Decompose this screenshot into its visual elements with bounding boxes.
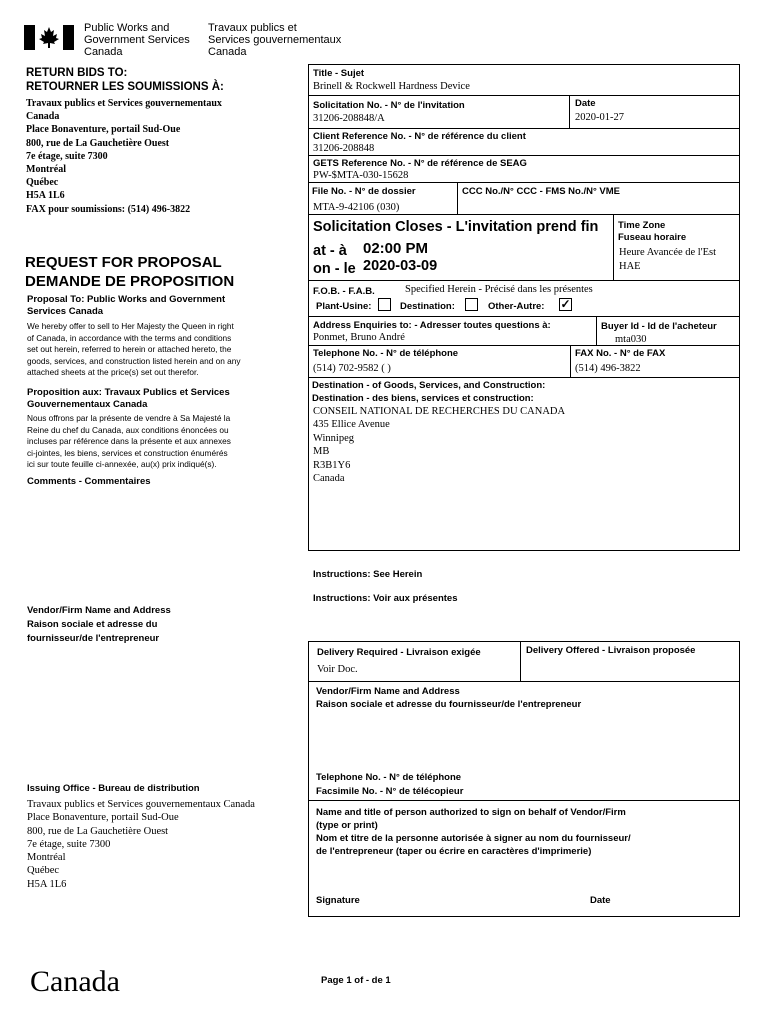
gets-value: PW-$MTA-030-15628: [313, 170, 409, 181]
closes-title: Solicitation Closes - L'invitation prend fin: [313, 219, 599, 235]
client-ref-label: Client Reference No. - N° de référence du client: [313, 131, 526, 142]
proposition-text: Nous offrons par la présente de vendre à Sa Majesté la Reine du chef du Canada, aux conditions énoncées ou incluses par référence dans la présente et aux annexes ci-jointes, les biens, services et construction énumérés ici sur toute feuille ci-annexée, au(x) prix indiqué(s).: [27, 413, 231, 470]
delivery-offered-label: Delivery Offered - Livraison proposée: [526, 645, 696, 656]
fax-label: FAX No. - N° de FAX: [575, 348, 666, 359]
fob-label: F.O.B. - F.A.B.: [313, 286, 375, 297]
comments-label: Comments - Commentaires: [27, 476, 151, 487]
check-mark-icon: ✓: [560, 297, 571, 311]
buyer-value: mta030: [615, 334, 647, 345]
rfp-title: REQUEST FOR PROPOSAL DEMANDE DE PROPOSITION: [25, 254, 235, 290]
issuing-office-address: Travaux publics et Services gouvernementaux Canada Place Bonaventure, portail Sud-Oue 800, rue de La Gauchetière Ouest 7e étage, suite 7300 Montréal Québec H5A 1L6: [27, 799, 255, 890]
authorized-person-label: Name and title of person authorized to sign on behalf of Vendor/Firm (type or print) Nom et titre de la personne autorisée à signer au nom du fournisseur/ de l'entrepreneur (taper ou écrire en caractères d'imprimerie): [316, 807, 631, 857]
department-name-fr: Travaux publics et Services gouvernementaux Canada: [208, 22, 342, 58]
client-ref-value: 31206-208848: [313, 143, 375, 154]
solicitation-label: Solicitation No. - N° de l'invitation: [313, 100, 465, 111]
enquiries-value: Ponmet, Bruno André: [313, 332, 405, 343]
plant-checkbox[interactable]: [378, 298, 391, 311]
signature-label: Signature: [316, 895, 360, 906]
destination-goods-address: CONSEIL NATIONAL DE RECHERCHES DU CANADA 435 Ellice Avenue Winnipeg MB R3B1Y6 Canada: [313, 406, 566, 485]
telephone-label: Telephone No. - N° de téléphone: [313, 348, 459, 359]
destination-checkbox[interactable]: [465, 298, 478, 311]
closes-date-value: 2020-03-09: [363, 258, 438, 274]
fax-value: (514) 496-3822: [575, 363, 641, 374]
vendor-telephone-label: Telephone No. - N° de téléphone: [316, 772, 462, 783]
other-checkbox[interactable]: [559, 298, 572, 311]
title-label: Title - Sujet: [313, 68, 365, 79]
delivery-required-value: Voir Doc.: [317, 664, 358, 675]
delivery-required-label: Delivery Required - Livraison exigée: [317, 647, 481, 658]
destination-goods-label: Destination - of Goods, Services, and Construction: Destination - des biens, services et construction:: [312, 380, 546, 404]
title-value: Brinell & Rockwell Hardness Device: [313, 81, 470, 92]
proposal-to-label: Proposal To: Public Works and Government Services Canada: [27, 294, 226, 317]
maple-leaf-icon: [24, 25, 74, 50]
issuing-office-label: Issuing Office - Bureau de distribution: [27, 783, 200, 794]
closes-time-value: 02:00 PM: [363, 240, 429, 257]
gets-label: GETS Reference No. - N° de référence de SEAG: [313, 158, 527, 169]
instructions-fr: Instructions: Voir aux présentes: [313, 593, 458, 604]
timezone-label: Time Zone Fuseau horaire: [618, 220, 687, 243]
telephone-value: (514) 702-9582 ( ): [313, 363, 391, 374]
department-name-en: Public Works and Government Services Canada: [84, 22, 190, 58]
enquiries-label: Address Enquiries to: - Adresser toutes questions à:: [313, 320, 551, 331]
proposition-label: Proposition aux: Travaux Publics et Services Gouvernementaux Canada: [27, 387, 230, 410]
buyer-label: Buyer Id - Id de l'acheteur: [601, 321, 717, 332]
destination-label: Destination:: [400, 301, 455, 312]
plant-label: Plant-Usine:: [316, 301, 372, 312]
timezone-value: Heure Avancée de l'Est HAE: [619, 247, 717, 272]
file-label: File No. - N° de dossier: [312, 186, 416, 197]
signature-date-label: Date: [590, 895, 611, 906]
canada-wordmark: Canada: [30, 965, 120, 998]
return-bids-address: Travaux publics et Services gouvernementaux Canada Place Bonaventure, portail Sud-Oue 800, rue de La Gauchetière Ouest 7e étage, suite 7300 Montréal Québec H5A 1L6 FAX pour soumissions: (514) 496-3822: [26, 98, 222, 215]
instructions-en: Instructions: See Herein: [313, 569, 423, 580]
closes-at-label: at - à: [313, 243, 347, 259]
date-label: Date: [575, 98, 596, 109]
vendor-facsimile-label: Facsimile No. - N° de télécopieur: [316, 786, 464, 797]
date-value: 2020-01-27: [575, 112, 624, 123]
solicitation-value: 31206-208848/A: [313, 113, 385, 124]
ccc-label: CCC No./N° CCC - FMS No./N° VME: [462, 186, 621, 197]
return-bids-title: RETURN BIDS TO: RETOURNER LES SOUMISSIONS À:: [26, 67, 224, 93]
canada-flag-logo: [24, 25, 74, 50]
proposal-to-text: We hereby offer to sell to Her Majesty the Queen in right of Canada, in accordance with the terms and conditions set out herein, referred to herein or attached hereto, the goods, services, and construction listed herein and on any attached sheets at the price(s) set out therefor.: [27, 321, 241, 378]
left-vendor-label: Vendor/Firm Name and Address Raison sociale et adresse du fournisseur/de l'entrepreneur: [27, 605, 171, 644]
fob-value: Specified Herein - Précisé dans les présentes: [405, 284, 593, 295]
file-value: MTA-9-42106 (030): [313, 202, 400, 213]
closes-on-label: on - le: [313, 261, 356, 277]
page-number: Page 1 of - de 1: [321, 975, 391, 986]
vendor-name-label: Vendor/Firm Name and Address Raison sociale et adresse du fournisseur/de l'entrepreneur: [316, 686, 582, 710]
other-label: Other-Autre:: [488, 301, 545, 312]
